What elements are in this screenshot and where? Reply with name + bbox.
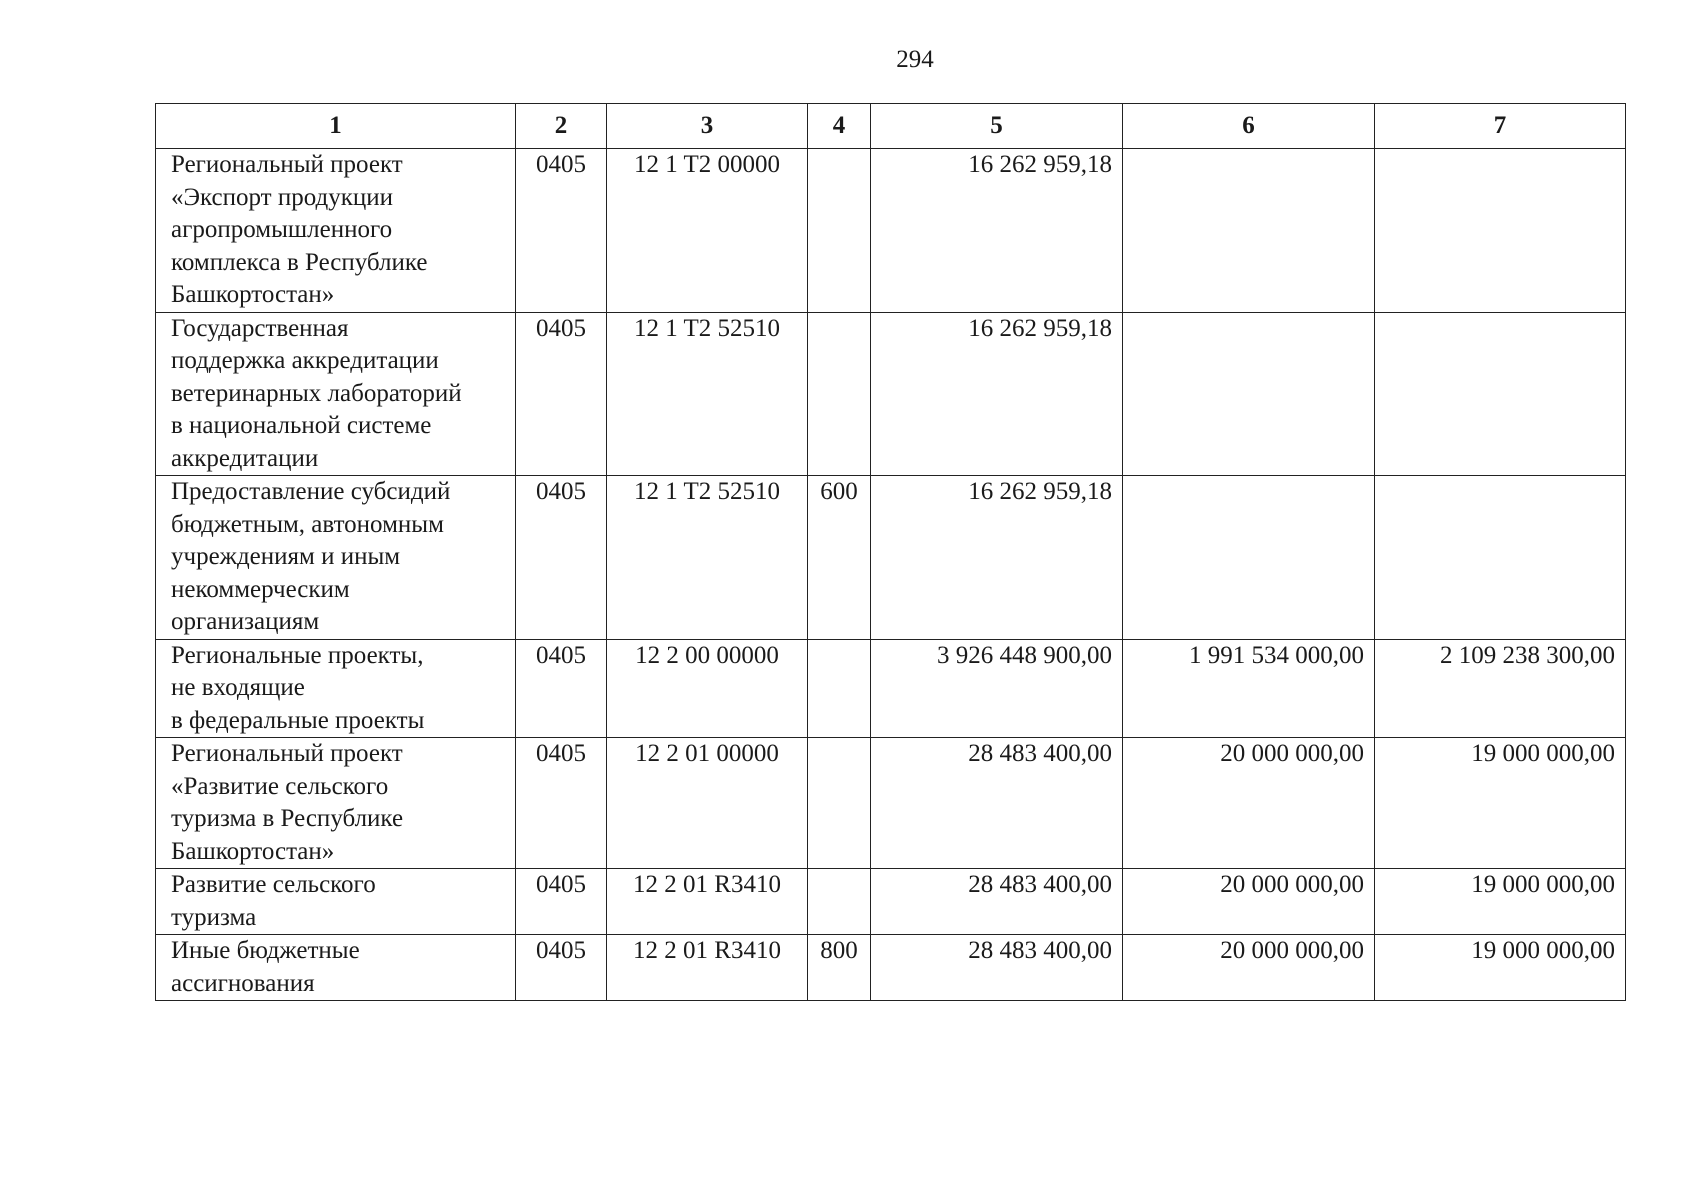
target-article-cell: 12 1 T2 52510 [607,312,808,476]
expense-type-cell [808,738,871,869]
column-header: 6 [1123,104,1375,149]
table-row [156,935,1626,1001]
expense-type-cell [808,149,871,313]
target-article-cell: 12 2 01 R3410 [607,935,808,1001]
amount-col7-cell [1375,476,1626,640]
amount-col6-cell [1123,312,1375,476]
amount-col7-cell: 2 109 238 300,00 [1375,639,1626,738]
expense-type-cell [808,869,871,935]
column-header: 7 [1375,104,1626,149]
item-name-line: Развитие сельского [171,871,376,898]
item-name-line: Башкортостан» [171,281,335,308]
amount-col5-cell: 28 483 400,00 [871,935,1123,1001]
amount-col7-cell: 19 000 000,00 [1375,738,1626,869]
item-name-line: Башкортостан» [171,837,335,865]
item-name-line: в федеральные проекты [171,706,425,734]
section-code-cell: 0405 [516,639,607,738]
table-row [156,476,1626,640]
target-article-cell: 12 1 T2 52510 [607,476,808,640]
amount-col6-cell [1123,476,1375,640]
item-name-line: агропромышленного [171,216,393,243]
amount-col6-cell [1123,149,1375,313]
table-row [156,869,1626,935]
column-header: 4 [808,104,871,149]
amount-col5-cell: 16 262 959,18 [871,149,1123,313]
section-code-cell: 0405 [516,476,607,640]
item-name-line: Региональный проект [171,151,403,178]
expense-type-cell: 800 [808,935,871,1001]
item-name-line: Региональный проект [171,740,403,767]
item-name-line: бюджетным, автономным [171,510,444,538]
item-name-line: Предоставление субсидий [171,478,451,505]
expense-type-cell [808,639,871,738]
item-name-cell [156,312,516,476]
amount-col5-cell: 16 262 959,18 [871,476,1123,640]
amount-col5-cell: 3 926 448 900,00 [871,639,1123,738]
item-name-line: комплекса в Республике [171,248,428,276]
item-name-line: «Развитие сельского [171,772,389,800]
item-name-cell [156,738,516,869]
item-name-line: Государственная [171,314,349,342]
amount-col7-cell [1375,312,1626,476]
column-header: 3 [607,104,808,149]
item-name-line: в национальной системе [171,412,432,439]
item-name-line: аккредитации [171,444,319,472]
column-header: 1 [156,104,516,149]
item-name-line: ветеринарных лабораторий [171,379,462,407]
item-name-line: учреждениям и иным [171,543,401,570]
target-article-cell: 12 2 01 R3410 [607,869,808,935]
item-name-line: туризма в Республике [171,805,404,832]
item-name-line: некоммерческим [171,575,350,603]
item-name-line: ассигнования [171,969,315,997]
amount-col5-cell: 28 483 400,00 [871,869,1123,935]
item-name-cell [156,149,516,313]
amount-col7-cell [1375,149,1626,313]
section-code-cell: 0405 [516,149,607,313]
section-code-cell: 0405 [516,935,607,1001]
amount-col5-cell: 16 262 959,18 [871,312,1123,476]
table-row [156,149,1626,313]
target-article-cell: 12 2 00 00000 [607,639,808,738]
expense-type-cell [808,312,871,476]
amount-col5-cell: 28 483 400,00 [871,738,1123,869]
amount-col6-cell: 20 000 000,00 [1123,935,1375,1001]
header-row [156,104,1626,149]
amount-col6-cell: 20 000 000,00 [1123,738,1375,869]
amount-col6-cell: 20 000 000,00 [1123,869,1375,935]
item-name-line: организациям [171,608,320,635]
item-name-line: поддержка аккредитации [171,347,439,374]
section-code-cell: 0405 [516,869,607,935]
budget-table [155,103,1626,1001]
amount-col6-cell: 1 991 534 000,00 [1123,639,1375,738]
item-name-line: туризма [171,903,257,931]
table-row [156,312,1626,476]
item-name-line: «Экспорт продукции [171,183,394,211]
amount-col7-cell: 19 000 000,00 [1375,869,1626,935]
item-name-line: Региональные проекты, [171,641,424,669]
page-number: 294 [896,46,934,73]
item-name-cell [156,869,516,935]
item-name-line: не входящие [171,674,305,701]
target-article-cell: 12 1 T2 00000 [607,149,808,313]
item-name-line: Иные бюджетные [171,937,360,964]
item-name-cell [156,935,516,1001]
column-header: 2 [516,104,607,149]
amount-col7-cell: 19 000 000,00 [1375,935,1626,1001]
section-code-cell: 0405 [516,738,607,869]
column-header: 5 [871,104,1123,149]
item-name-cell [156,476,516,640]
expense-type-cell: 600 [808,476,871,640]
table-row [156,639,1626,738]
item-name-cell [156,639,516,738]
target-article-cell: 12 2 01 00000 [607,738,808,869]
table-row [156,738,1626,869]
section-code-cell: 0405 [516,312,607,476]
